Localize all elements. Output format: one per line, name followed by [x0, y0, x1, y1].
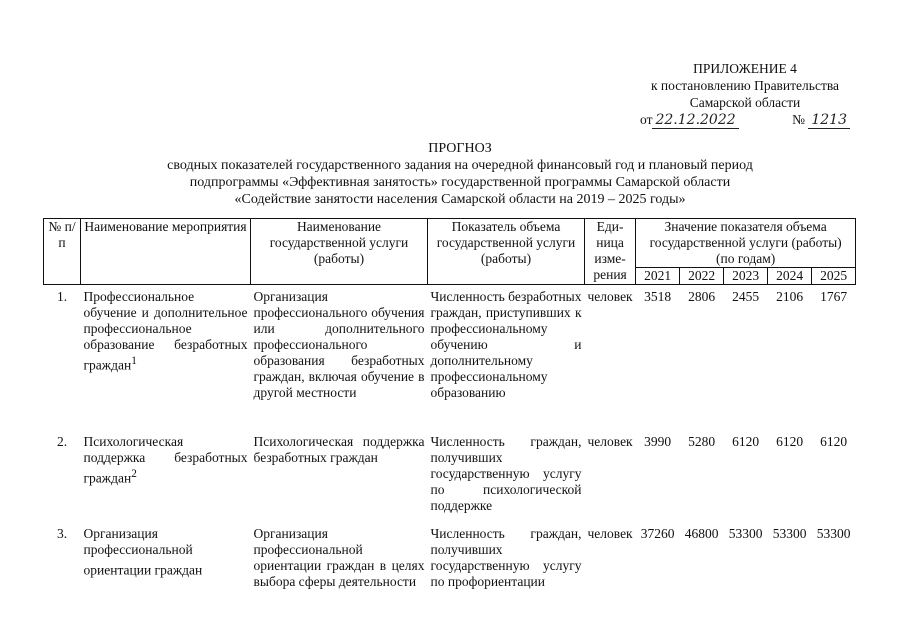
- header-indicator: Показатель объема государственной услуги (работы): [428, 219, 585, 285]
- table-row: [44, 430, 856, 522]
- header-year-2022: 2022: [680, 268, 724, 285]
- row-value-2023: 6120: [732, 433, 760, 449]
- date-field: [640, 111, 739, 129]
- row-event: Организация профессиональной ориентации граждан: [83, 525, 203, 577]
- row-num: 2.: [56, 433, 68, 449]
- row-value-2024: 2106: [776, 289, 804, 304]
- appendix-line-2: к постановлению Правительства: [650, 78, 840, 93]
- row-num: 1.: [56, 289, 68, 304]
- title-line-3: подпрограммы «Эффективная занятость» государственной программы Самарской области: [189, 175, 731, 190]
- row-service: Организация профессиональной ориентации граждан в целях выбора сферы деятельности: [253, 525, 425, 589]
- header-year-2023: 2023: [724, 268, 768, 285]
- row-unit: человек: [587, 289, 633, 304]
- header-value-group: Значение показателя объема государственной услуги (работы) (по годам): [636, 219, 856, 268]
- row-indicator: Численность безработных граждан, приступивших к профессиональному обучению и дополнительному профессиональному образованию: [430, 289, 582, 400]
- number-prefix: №: [792, 112, 805, 127]
- row-value-2024: 53300: [772, 525, 807, 541]
- row-value-2022: 5280: [688, 433, 716, 449]
- title-line-4: «Содействие занятости населения Самарской области на 2019 – 2025 годы»: [234, 192, 686, 207]
- row-unit: человек: [587, 433, 633, 449]
- date-prefix: от: [640, 112, 653, 127]
- row-value-2023: 2455: [732, 289, 760, 304]
- header-year-2025: 2025: [812, 268, 856, 285]
- title-line-1: ПРОГНОЗ: [428, 141, 492, 156]
- row-value-2021: 3990: [644, 433, 672, 449]
- footnote-mark: 1: [131, 355, 137, 367]
- row-indicator: Численность граждан, получивших государственную услугу по профориентации: [430, 525, 582, 589]
- date-number-line: [640, 111, 850, 129]
- number-value: 1213: [808, 112, 850, 129]
- table-row: [44, 522, 856, 590]
- number-field: [792, 111, 850, 129]
- header-num: № п/п: [44, 219, 81, 285]
- row-indicator: Численность граждан, получивших государственную услугу по психологической поддержке: [430, 433, 582, 513]
- row-value-2021: 37260: [640, 525, 675, 541]
- row-num: 3.: [56, 525, 68, 541]
- row-value-2025: 6120: [820, 433, 848, 449]
- row-service: Организация профессионального обучения или дополнительного профессионального образования безработных граждан, включая обучение в другой местности: [253, 289, 425, 400]
- row-event: Профессиональное обучение и дополнительное профессиональное образование безработных граждан$^1$: [83, 289, 248, 373]
- row-value-2022: 2806: [688, 289, 716, 304]
- appendix-title: ПРИЛОЖЕНИЕ 4: [693, 61, 797, 76]
- document-title: [100, 140, 820, 208]
- row-service: Психологическая поддержка безработных граждан: [253, 433, 425, 465]
- row-value-2021: 3518: [644, 289, 672, 304]
- header-service: Наименование государственной услуги (работы): [251, 219, 428, 285]
- row-value-2024: 6120: [776, 433, 804, 449]
- forecast-table: [43, 218, 856, 590]
- title-line-2: сводных показателей государственного задания на очередной финансовый год и плановый период: [167, 158, 753, 173]
- table-row: [44, 285, 856, 430]
- row-value-2022: 46800: [684, 525, 719, 541]
- footnote-mark: 2: [131, 467, 137, 480]
- date-value: 22.12.2022: [652, 112, 738, 129]
- row-value-2025: 53300: [816, 525, 851, 541]
- row-value-2023: 53300: [728, 525, 763, 541]
- appendix-line-3: Самарской области: [689, 95, 801, 110]
- row-value-2025: 1767: [820, 289, 848, 304]
- appendix-block: [640, 60, 850, 129]
- row-event: Психологическая поддержка безработных граждан$^2$: [83, 433, 248, 485]
- row-unit: человек: [587, 525, 633, 541]
- header-event: Наименование мероприятия: [81, 219, 251, 285]
- header-year-2024: 2024: [768, 268, 812, 285]
- header-year-2021: 2021: [636, 268, 680, 285]
- header-unit: Еди-ница изме-рения: [585, 219, 636, 285]
